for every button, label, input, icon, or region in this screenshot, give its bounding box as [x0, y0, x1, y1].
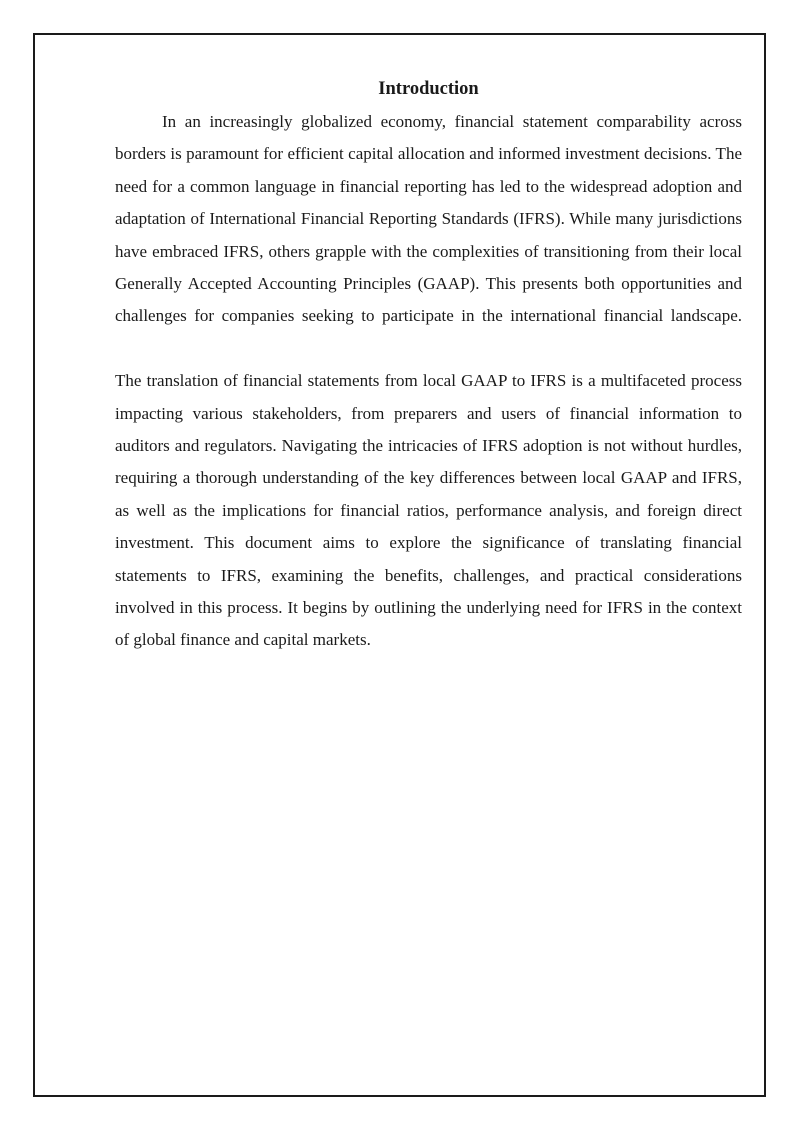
document-body — [115, 76, 742, 657]
section-heading: Introduction — [378, 79, 479, 99]
paragraph-2: The translation of financial statements from local GAAP to IFRS is a multifaceted process impacting various stakeholders, from preparers and users of financial information to auditors and regulators. Navigating the intricacies of IFRS adoption is not without hurdles, requiring a thorough understanding of the key differences between local GAAP and IFRS, as well as the implications for financial ratios, performance analysis, and foreign direct investment. This document aims to explore the significance of translating financial statements to IFRS, examining the benefits, challenges, and practical considerations involved in this process. It begins by outlining the underlying need for IFRS in the context of global finance and capital markets. — [115, 371, 742, 650]
paragraph-1: In an increasingly globalized economy, financial statement comparability across borders is paramount for efficient capital allocation and informed investment decisions. The need for a common language in financial reporting has led to the widespread adoption and adaptation of International Financial Reporting Standards (IFRS). While many jurisdictions have embraced IFRS, others grapple with the complexities of transitioning from their local Generally Accepted Accounting Principles (GAAP). This presents both opportunities and challenges for companies seeking to participate in the international financial landscape. — [115, 112, 742, 326]
paragraph-spacer — [115, 333, 742, 365]
